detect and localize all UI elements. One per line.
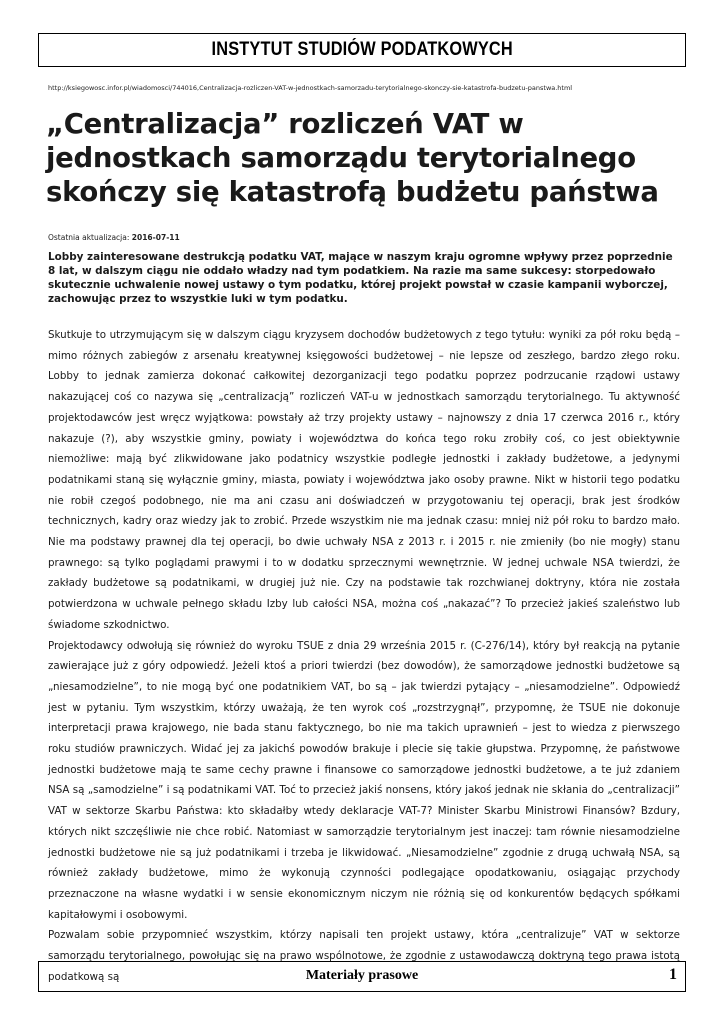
body-paragraph: Pozwalam sobie przypomnieć wszystkim, którzy napisali ten projekt ustawy, która „centralizuje” VAT w sektorze samorządu terytorialnego, powołując się na prawo wspólnotowe, że zgodnie z ustawodawczą doktryną tego prawa istotą podatkową są [48,929,680,983]
update-date: 2016-07-11 [131,233,180,242]
header-box [38,33,686,67]
institute-title: INSTYTUT STUDIÓW PODATKOWYCH [211,39,513,60]
footer-box [38,961,686,992]
body-paragraph: Projektodawcy odwołują się również do wyroku TSUE z dnia 29 września 2015 r. (C-276/14), który był reakcją na pytanie zawierające już z góry odpowiedź. Jeżeli ktoś a priori twierdzi (bez dowodów), że samorządowe jednostki budżetowe są „niesamodzielne”, to nie mogą być one podatnikiem VAT, bo są – jak twierdzi pytający – „niesamodzielne”. Odpowiedź jest w pytaniu. Tym wszystkim, którzy uważają, że ten wyrok coś „rozstrzygnął”, przypomnę, że TSUE nie dokonuje interpretacji prawa krajowego, nie bada stanu faktycznego, bo nie ma takich uprawnień – jest to wiedza z pierwszego roku studiów prawniczych. Widać jej za jakichś powodów brakuje i plecie się takie głupstwa. Przypomnę, że państwowe jednostki budżetowe mają te same cechy prawne i finansowe co samorządowe jednostki budżetowe, a te już zdaniem NSA są „samodzielne” i są podatnikami VAT. Toć to przecież jakiś nonsens, który jakoś jednak nie skłania do „centralizacji” VAT w sektorze Skarbu Państwa: kto składałby wtedy deklaracje VAT-7? Minister Skarbu Ministrowi Finansów? Bzdury, których nikt szczęśliwie nie chce robić. Natomiast w samorządzie terytorialnym jest inaczej: tam równie niesamodzielne jednostki budżetowe nie są już podatnikami i trzeba je likwidować. „Niesamodzielne” zgodnie z drugą uchwałą NSA, są również zakłady budżetowe, mimo że wykonują czynności podlegające opodatkowaniu, osiągając przychody przeznaczone na własne wydatki i w sensie ekonomicznym niczym nie różnią się od konkurentów będących spółkami kapitałowymi i osobowymi. [48,639,680,921]
page-number: 1 [669,966,677,983]
article-body [48,325,680,988]
article-lead: Lobby zainteresowane destrukcją podatku VAT, mające w naszym kraju ogromne wpływy przez poprzednie 8 lat, w dalszym ciągu nie oddało władzy nad tym podatkiem. Na razie ma same sukcesy: storpedowało skutecznie uchwalenie nowej ustawy o tym podatku, której projekt powstał w czasie kampanii wyborczej, zachowując przez to wszystkie luki w tym podatku. [48,251,673,305]
update-label: Ostatnia aktualizacja: [48,233,130,242]
footer-label: Materiały prasowe [305,968,419,983]
source-url: http://ksiegowosc.infor.pl/wiadomosci/744016,Centralizacja-rozliczen-VAT-w-jednostkach-samorzadu-terytorialnego-skonczy-sie-katastrofa-budzetu-panstwa.html [48,84,573,92]
article-title: „Centralizacja” rozliczeń VAT w jednostkach samorządu terytorialnego skończy się katastrofą budżetu państwa [46,108,659,208]
body-paragraph: Skutkuje to utrzymującym się w dalszym ciągu kryzysem dochodów budżetowych z tego tytułu: wyniki za pół roku będą – mimo różnych zabiegów z arsenału kreatywnej księgowości budżetowej – nie lepsze od zeszłego, bardzo złego roku. Lobby to jednak zamierza dokonać całkowitej dezorganizacji tego podatku poprzez podrzucanie rządowi ustawy nakazującej coś co nazywa się „centralizacją” rozliczeń VAT-u w jednostkach samorządu terytorialnego. Tu aktywność projektodawców jest wręcz wyjątkowa: powstały aż trzy projekty ustawy – najnowszy z dnia 17 czerwca 2016 r., który nakazuje (?), aby wszystkie gminy, powiaty i województwa do końca tego roku zrobiły coś, co jest obiektywnie niemożliwe: mają być zlikwidowane jako podatnicy wszystkie podległe jednostki i zakłady budżetowe, a jedynymi podatnikami staną się wyłącznie gminy, miasta, powiaty i województwa jako osoby prawne. Nikt w historii tego podatku nie robił czegoś podobnego, nie ma ani czasu ani doświadczeń w przygotowaniu tej operacji, brak jest środków technicznych, kadry oraz wiedzy jak to zrobić. Przede wszystkim nie ma jednak czasu: mniej niż pół roku to bardzo mało. Nie ma podstawy prawnej dla tej operacji, bo dwie uchwały NSA z 2013 r. i 2015 r. nie zmieniły (bo nie mogły) stanu prawnego: są tylko poglądami prawymi i to w dodatku sprzecznymi wewnętrznie. W jednej uchwale NSA twierdzi, że zakłady budżetowe są podatnikami, w drugiej już nie. Czy na podstawie tak rozchwianej doktryny, która nie została potwierdzona w uchwale pełnego składu Izby lub całości NSA, można coś „nakazać”? To przecież jakieś szaleństwo lub świadome szkodnictwo. [48,329,680,631]
update-line [48,233,180,242]
